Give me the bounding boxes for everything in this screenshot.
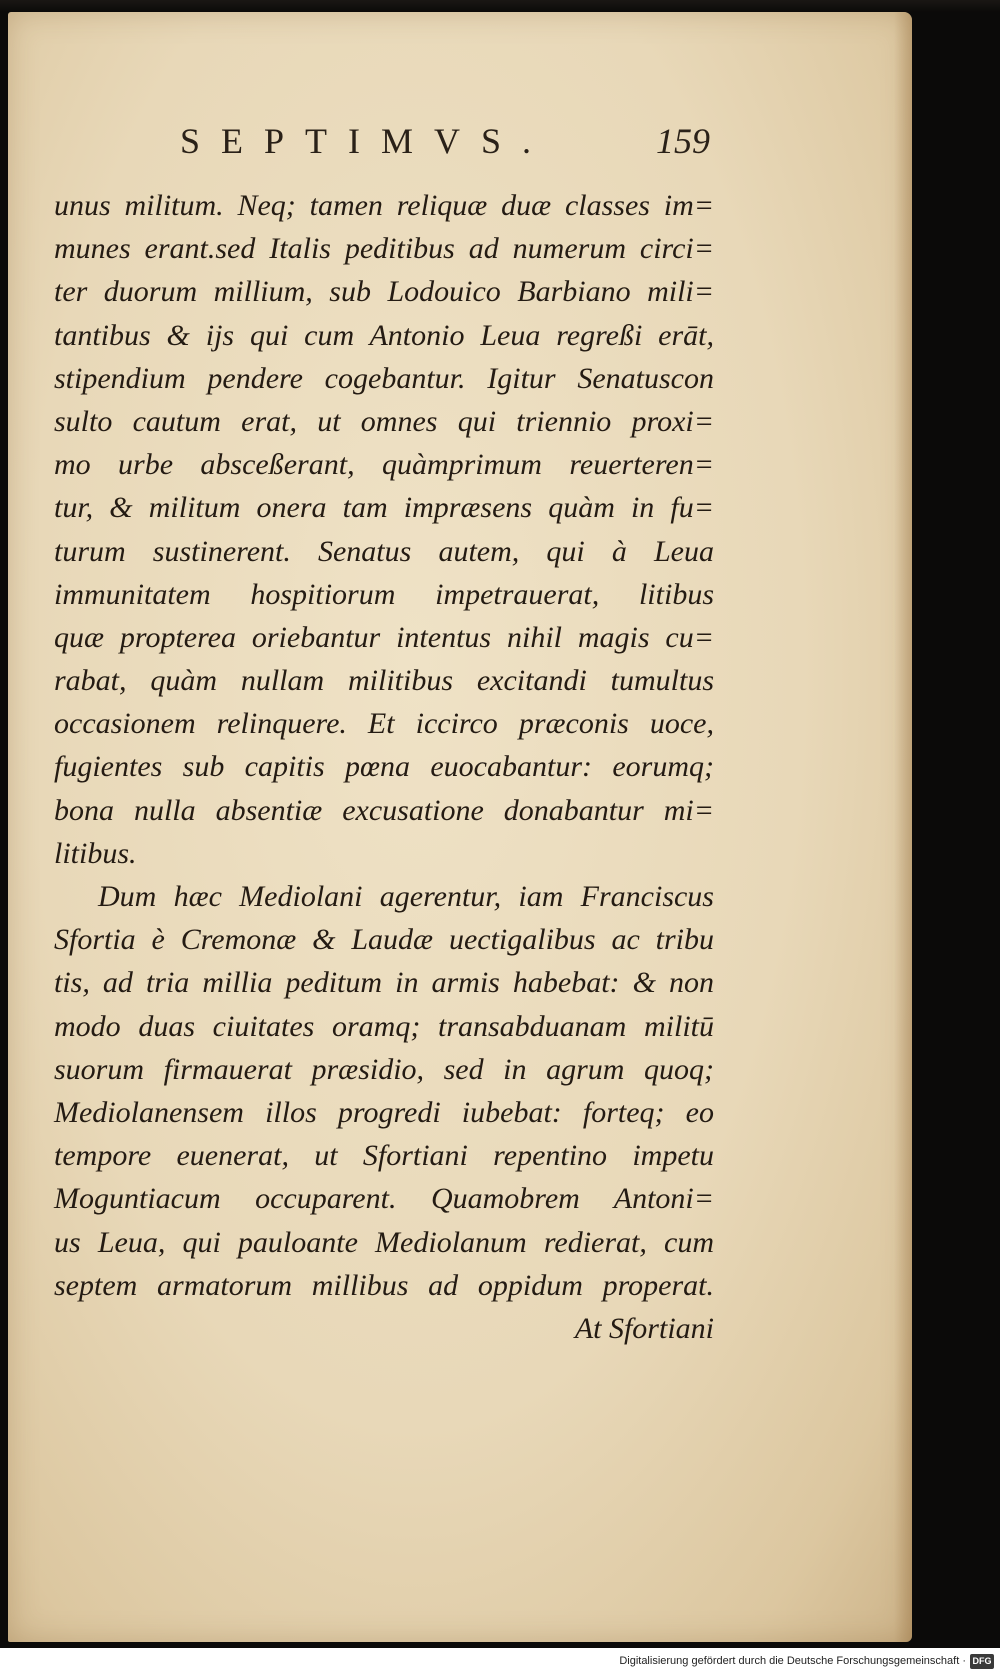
text-line: tempore euenerat, ut Sfortiani repentino impetu — [54, 1139, 714, 1173]
page-edge-shadow — [894, 12, 912, 1642]
text-line: rabat, quàm nullam militibus excitandi tumultus — [54, 664, 714, 698]
text-line: Moguntiacum occuparent. Quamobrem Antoni= — [54, 1182, 714, 1216]
page-number: 159 — [656, 121, 710, 161]
text-line: unus militum. Neq; tamen reliquæ duæ classes im= — [54, 189, 714, 222]
text-line: tis, ad tria millia peditum in armis habebat: & non — [54, 966, 714, 1000]
text-line: quæ propterea oriebantur intentus nihil magis cu= — [54, 620, 714, 654]
text-line: immunitatem hospitiorum impetrauerat, litibus — [54, 577, 714, 611]
text-line: tantibus & ijs qui cum Antonio Leua regreßi erāt, — [54, 318, 714, 352]
text-line: sulto cautum erat, ut omnes qui triennio proxi= — [54, 404, 714, 438]
text-line: Sfortia è Cremonæ & Laudæ uectigalibus ac tribu — [54, 923, 714, 957]
running-head — [8, 120, 912, 170]
text-line: modo duas ciuitates oramq; transabduanam militū — [54, 1009, 714, 1043]
running-head-title: SEPTIMVS. — [180, 121, 553, 161]
text-line: munes erant.sed Italis peditibus ad numerum circi= — [54, 232, 714, 266]
text-line: us Leua, qui pauloante Mediolanum redierat, cum — [54, 1225, 714, 1259]
text-line: Dum hæc Mediolani agerentur, iam Franciscus — [98, 880, 714, 913]
text-line: occasionem relinquere. Et iccirco præconis uoce, — [54, 707, 714, 741]
text-line: litibus. — [54, 836, 137, 870]
text-line: mo urbe absceßerant, quàmprimum reuerteren= — [54, 448, 714, 482]
text-line: Mediolanensem illos progredi iubebat: forteq; eo — [54, 1095, 714, 1129]
text-line: suorum firmauerat præsidio, sed in agrum quoq; — [54, 1052, 714, 1086]
text-line: fugientes sub capitis pœna euocabantur: eorumq; — [54, 750, 714, 784]
text-line: tur, & militum onera tam impræsens quàm in fu= — [54, 491, 714, 525]
text-line: ter duorum millium, sub Lodouico Barbiano mili= — [54, 275, 714, 309]
text-line: turum sustinerent. Senatus autem, qui à Leua — [54, 534, 714, 568]
book-page — [8, 12, 912, 1642]
digitization-footer — [0, 1648, 1000, 1677]
footer-credit: Digitalisierung gefördert durch die Deutsche Forschungsgemeinschaft · — [619, 1655, 966, 1667]
catchword: At Sfortiani — [574, 1311, 714, 1345]
dfg-logo: DFG — [970, 1654, 994, 1669]
body-text — [54, 184, 714, 1350]
text-line: septem armatorum millibus ad oppidum properat. — [54, 1268, 714, 1302]
text-line: stipendium pendere cogebantur. Igitur Senatuscon — [54, 361, 714, 395]
text-line: bona nulla absentiæ excusatione donabantur mi= — [54, 793, 714, 827]
scan-top-edge — [0, 0, 1000, 12]
